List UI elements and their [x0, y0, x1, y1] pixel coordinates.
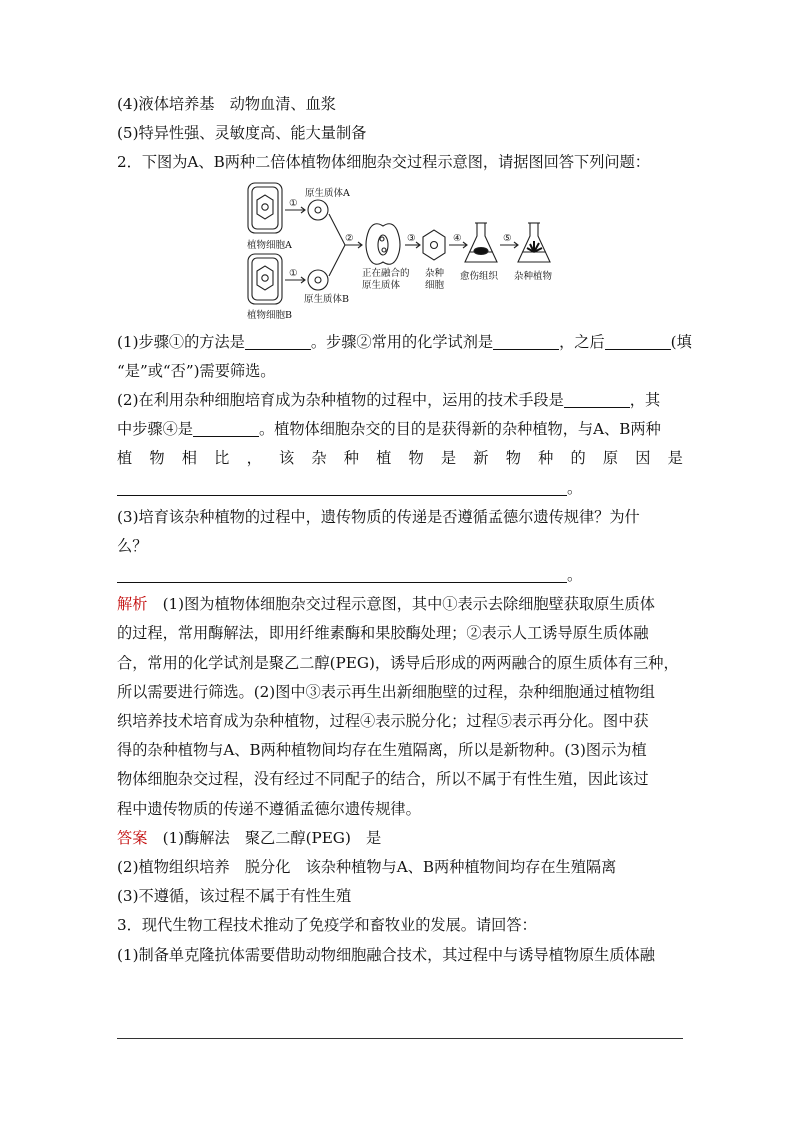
- blank-6: [117, 479, 567, 496]
- answer-line3: (3)不遵循，该过程不属于有性生殖: [117, 887, 352, 906]
- blank-1: [245, 333, 311, 350]
- page-content: [117, 90, 692, 970]
- q2-part1-line1: (1)步骤①的方法是 。步骤②常用的化学试剂是 ，之后 (填: [117, 332, 692, 351]
- question-2-stem: 2．下图为A、B两种二倍体植物体细胞杂交过程示意图，请据图回答下列问题：: [117, 153, 650, 172]
- answer-label: 答案: [117, 828, 148, 847]
- analysis-line5: 织培养技术培育成为杂种植物，过程④表示脱分化；过程⑤表示再分化。图中获: [117, 712, 649, 730]
- plant-cell-a-icon: [248, 183, 282, 233]
- analysis-line3: 合，常用的化学试剂是聚乙二醇(PEG)，诱导后形成的两两融合的原生质体有三种，: [117, 653, 679, 672]
- spaced-char: 该: [278, 449, 295, 468]
- analysis-line2: 的过程，常用酶解法，即用纤维素酶和果胶酶处理；②表示人工诱导原生质体融: [117, 624, 649, 643]
- spaced-char: 因: [635, 449, 651, 468]
- spaced-char: 种: [343, 449, 359, 468]
- prev-answer-4: (4)液体培养基 动物血清、血浆: [117, 95, 336, 113]
- spaced-char: 杂: [311, 449, 327, 468]
- spaced-char: 物: [149, 449, 165, 468]
- spaced-char: 物: [505, 449, 521, 468]
- diagram-svg: [117, 178, 683, 328]
- spaced-char: 新: [473, 449, 489, 468]
- blank-3: [605, 333, 671, 350]
- label-fusing-2: 原生质体: [362, 279, 401, 291]
- hybridization-diagram: [117, 178, 683, 328]
- label-hybrid-plant: 杂种植物: [514, 270, 553, 282]
- analysis-line4: 所以需要进行筛选。(2)图中③表示再生出新细胞壁的过程，杂种细胞通过植物组: [117, 682, 655, 701]
- q2-part2-line2: 中步骤④是 。植物体细胞杂交的目的是获得新的杂种植物，与A、B两种: [117, 420, 661, 439]
- prev-answer-5: (5)特异性强、灵敏度高、能大量制备: [117, 124, 367, 143]
- blank-7: [117, 566, 567, 583]
- label-proto-b: 原生质体B: [304, 293, 349, 305]
- q2-part3-line3: 。: [117, 561, 683, 590]
- label-callus: 愈伤组织: [460, 270, 499, 282]
- label-step-3: ③: [407, 232, 416, 244]
- spaced-char: ，: [246, 449, 262, 468]
- protoplast-b-icon: [308, 270, 328, 290]
- hybrid-cell-icon: [423, 230, 445, 260]
- spaced-char: 比: [214, 449, 230, 468]
- footer-rule: [117, 1038, 683, 1039]
- spaced-char: 植: [117, 449, 133, 468]
- q2-part3-line2: 么？: [117, 536, 148, 555]
- plant-cell-b-icon: [248, 254, 282, 304]
- q2-part3-line1: (3)培育该杂种植物的过程中，遗传物质的传递是否遵循孟德尔遗传规律？为什: [117, 507, 640, 526]
- callus-flask-icon: [465, 223, 497, 262]
- label-plant-b: 植物细胞B: [247, 309, 292, 321]
- label-step-1a: ①: [289, 197, 298, 209]
- label-step-5: ⑤: [503, 232, 512, 244]
- answer-line2: (2)植物组织培养 脱分化 该杂种植物与A、B两种植物间均存在生殖隔离: [117, 857, 617, 876]
- blank-4: [564, 391, 630, 408]
- analysis-line6: 得的杂种植物与A、B两种植物间均存在生殖隔离，所以是新物种。(3)图示为植: [117, 741, 647, 760]
- spaced-char: 物: [408, 449, 424, 468]
- blank-2: [493, 333, 559, 350]
- spaced-char: 是: [667, 449, 683, 468]
- spaced-char: 种: [538, 449, 554, 468]
- label-hybrid-1: 杂种: [425, 267, 445, 279]
- label-plant-a: 植物细胞A: [247, 239, 292, 251]
- analysis-line8: 程中遗传物质的传递不遵循孟德尔遗传规律。: [117, 799, 421, 818]
- question-3-stem: 3．现代生物工程技术推动了免疫学和畜牧业的发展。请回答：: [117, 916, 537, 935]
- spaced-char: 相: [181, 449, 197, 468]
- q2-part2-line3: [117, 444, 683, 473]
- q2-part2-line1: (2)在利用杂种细胞培育成为杂种植物的过程中，运用的技术手段是 ，其: [117, 390, 661, 409]
- spaced-char: 是: [440, 449, 457, 468]
- fusing-protoplast-icon: [366, 223, 400, 264]
- spaced-char: 植: [376, 449, 392, 468]
- label-hybrid-2: 细胞: [425, 279, 445, 291]
- label-step-4: ④: [453, 232, 462, 244]
- q2-part2-line4: 。: [117, 474, 683, 503]
- protoplast-a-icon: [308, 200, 328, 220]
- analysis-line7: 物体细胞杂交过程，没有经过不同配子的结合，所以不属于有性生殖，因此该过: [117, 770, 649, 789]
- spaced-char: 的: [570, 449, 586, 468]
- label-proto-a: 原生质体A: [305, 187, 350, 199]
- q2-part1-line2: “是”或“否”)需要筛选。: [117, 361, 276, 380]
- analysis-line1: 解析 (1)图为植物体细胞杂交过程示意图，其中①表示去除细胞壁获取原生质体: [117, 595, 655, 614]
- label-step-1b: ①: [289, 267, 298, 279]
- answer-line1: 答案 (1)酶解法 聚乙二醇(PEG) 是: [117, 828, 382, 847]
- question-3-part1: (1)制备单克隆抗体需要借助动物细胞融合技术，其过程中与诱导植物原生质体融: [117, 945, 655, 964]
- blank-5: [193, 420, 259, 437]
- spaced-char: 原: [602, 449, 619, 468]
- label-fusing-1: 正在融合的: [362, 267, 410, 279]
- label-step-2: ②: [345, 232, 354, 244]
- analysis-label: 解析: [117, 595, 148, 614]
